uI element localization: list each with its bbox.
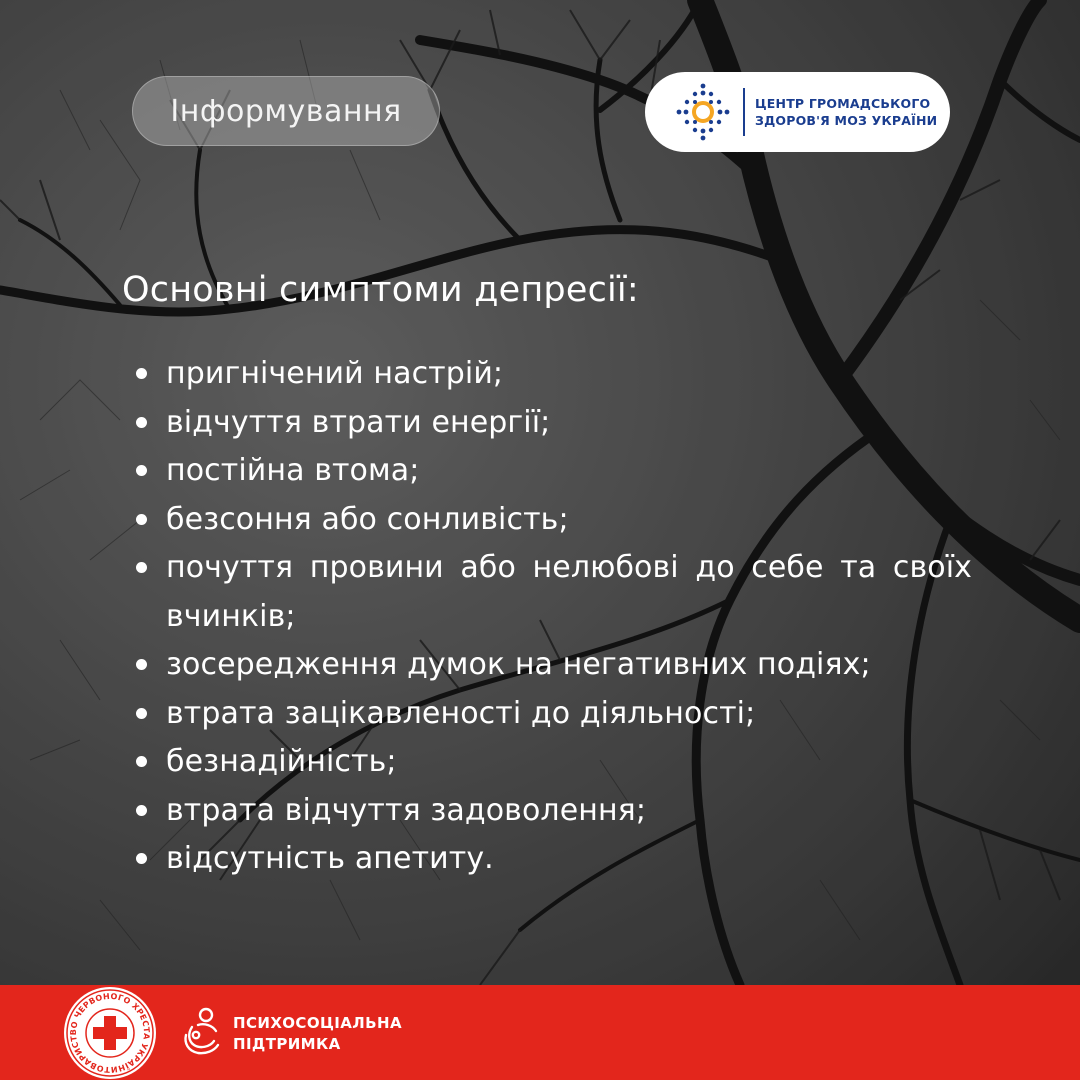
public-health-center-logo — [645, 72, 950, 152]
program-line-1: ПСИХОСОЦІАЛЬНА — [233, 1014, 402, 1032]
bullet-icon — [136, 853, 147, 864]
bullet-icon — [136, 368, 147, 379]
list-item — [136, 787, 972, 836]
list-item — [136, 447, 972, 496]
symptoms-list — [136, 350, 972, 884]
list-item-text: постійна втома; — [166, 453, 420, 488]
bullet-icon — [136, 708, 147, 719]
list-item-text: безсоння або сонливість; — [166, 501, 569, 537]
bullet-icon — [136, 659, 147, 670]
list-item — [136, 544, 972, 641]
seal-text: ТОВАРИСТВО ЧЕРВОНОГО ХРЕСТА УКРАЇНИ — [68, 991, 152, 1075]
list-item — [136, 496, 972, 545]
list-item — [136, 399, 972, 448]
bullet-icon — [136, 562, 147, 573]
list-item-text: безнадійність; — [166, 744, 397, 779]
category-tag — [132, 76, 440, 146]
psychosocial-support-icon — [180, 1005, 224, 1057]
list-item — [136, 738, 972, 787]
list-item-text: почуття провини або нелюбові до себе та своїх вчинків; — [166, 550, 972, 634]
bullet-icon — [136, 805, 147, 816]
psychosocial-support-label — [233, 1013, 402, 1055]
logo-line-1: ЦЕНТР ГРОМАДСЬКОГО — [755, 96, 931, 111]
page-title: Основні симптоми депресії: — [122, 270, 639, 310]
list-item — [136, 641, 972, 690]
list-item-text: відчуття втрати енергії; — [166, 404, 551, 440]
bullet-icon — [136, 465, 147, 476]
list-item-text: зосередження думок на негативних подіях; — [166, 647, 871, 682]
list-item-text: пригнічений настрій; — [166, 356, 504, 391]
list-item — [136, 835, 972, 884]
category-tag-label: Інформування — [170, 93, 402, 129]
bullet-icon — [136, 756, 147, 767]
list-item-text: втрата відчуття задоволення; — [166, 792, 647, 828]
list-item-text: втрата зацікавленості до діяльності; — [166, 695, 756, 731]
program-line-2: ПІДТРИМКА — [233, 1035, 341, 1053]
logo-line-2: ЗДОРОВ'Я МОЗ УКРАЇНИ — [755, 113, 938, 128]
footer-bar — [0, 985, 1080, 1080]
logo-wordmark — [755, 95, 937, 129]
bullet-icon — [136, 514, 147, 525]
list-item — [136, 690, 972, 739]
bullet-icon — [136, 417, 147, 428]
list-item-text: відсутність апетиту. — [166, 841, 494, 876]
red-cross-icon — [60, 985, 160, 1080]
logo-divider — [743, 88, 745, 136]
public-health-center-emblem-icon — [675, 80, 731, 144]
list-item — [136, 350, 972, 399]
